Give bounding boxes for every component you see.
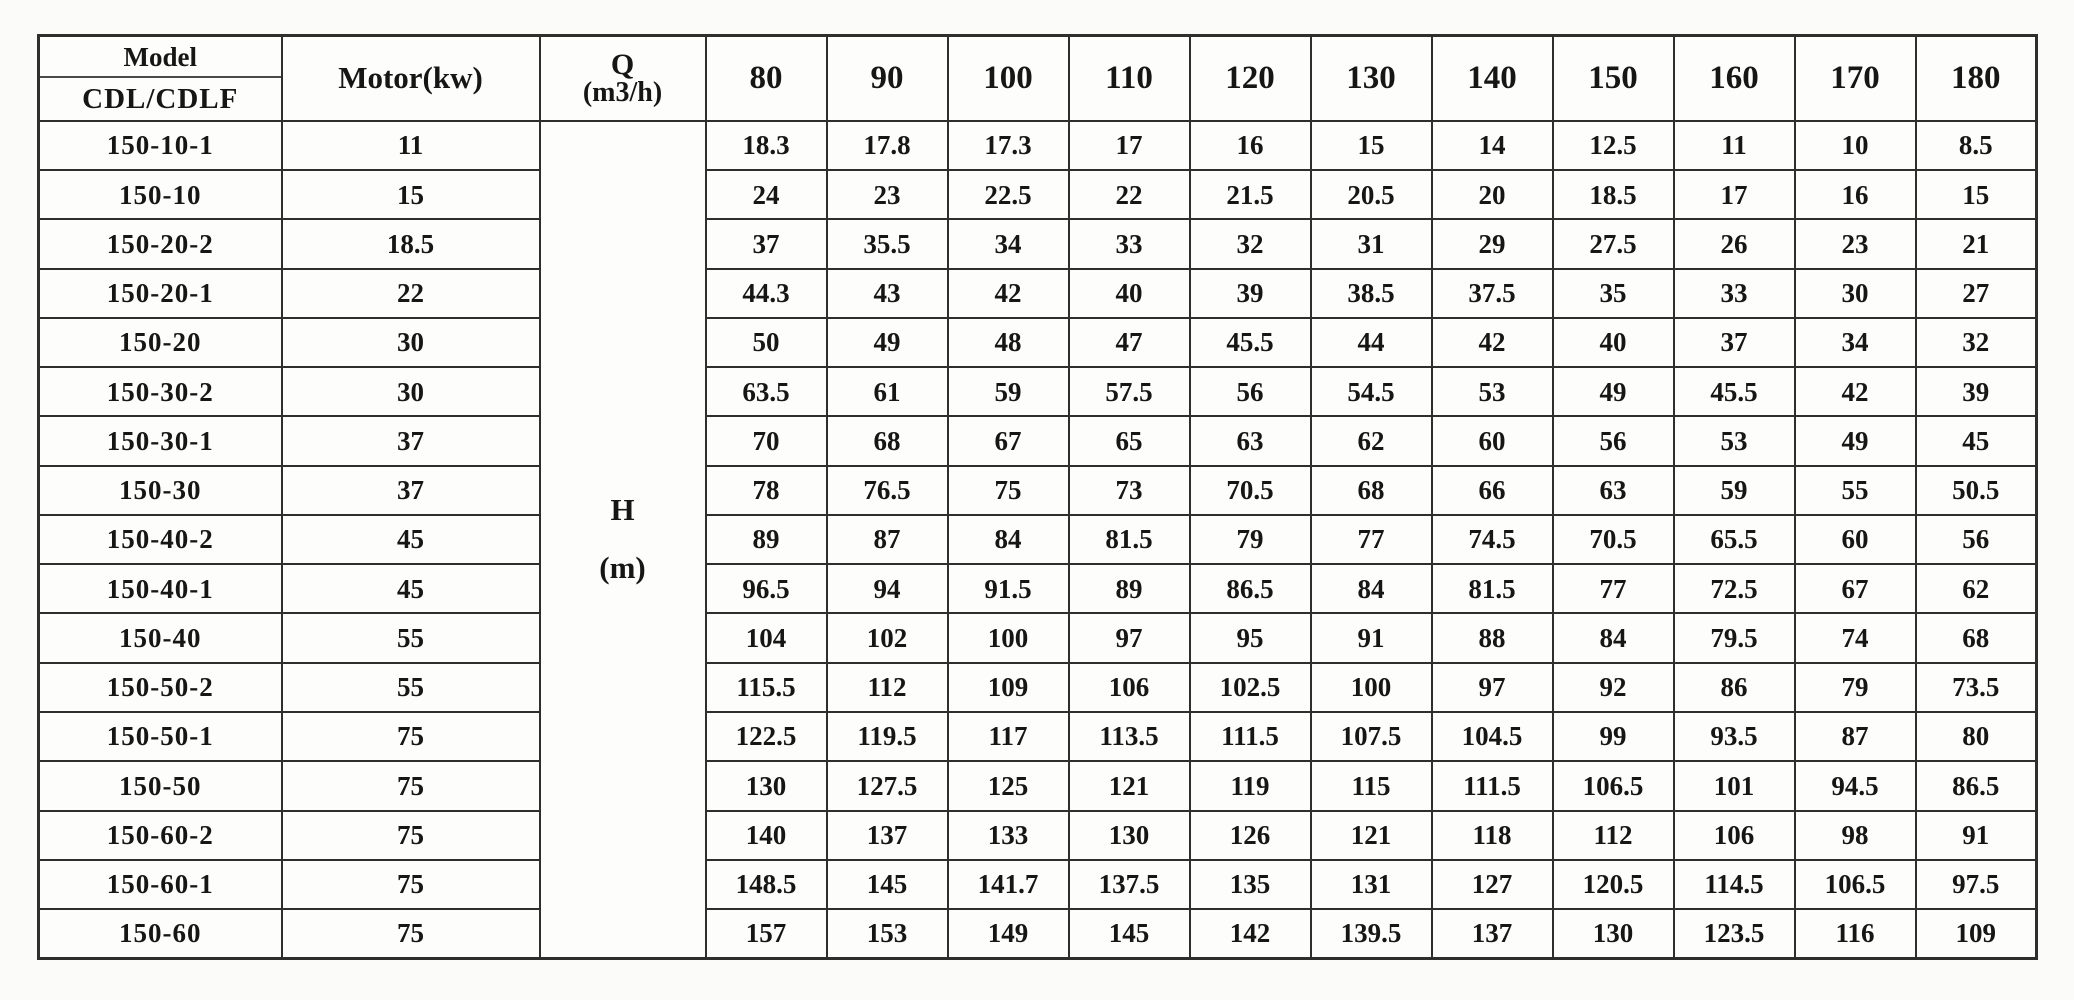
- model-cell: 150-20-2: [39, 219, 282, 268]
- head-value-cell: 137: [1432, 909, 1553, 958]
- head-value-cell: 38.5: [1311, 269, 1432, 318]
- head-value-cell: 106.5: [1553, 761, 1674, 810]
- head-value-cell: 137: [827, 811, 948, 860]
- head-value-cell: 98: [1795, 811, 1916, 860]
- head-value-cell: 67: [1795, 564, 1916, 613]
- head-value-cell: 57.5: [1069, 367, 1190, 416]
- head-value-cell: 74.5: [1432, 515, 1553, 564]
- head-value-cell: 86.5: [1190, 564, 1311, 613]
- flow-rate-header: 110: [1069, 36, 1190, 121]
- model-header-series: CDL/CDLF: [82, 83, 239, 116]
- head-value-cell: 137.5: [1069, 860, 1190, 909]
- head-value-cell: 21: [1916, 219, 2037, 268]
- head-value-cell: 122.5: [706, 712, 827, 761]
- head-value-cell: 44.3: [706, 269, 827, 318]
- motor-power-cell: 11: [282, 121, 540, 170]
- head-value-cell: 99: [1553, 712, 1674, 761]
- flow-rate-header: 130: [1311, 36, 1432, 121]
- model-cell: 150-30: [39, 466, 282, 515]
- head-value-cell: 115.5: [706, 663, 827, 712]
- flow-rate-header: 170: [1795, 36, 1916, 121]
- head-value-cell: 62: [1311, 416, 1432, 465]
- head-value-cell: 139.5: [1311, 909, 1432, 958]
- head-value-cell: 34: [948, 219, 1069, 268]
- motor-power-cell: 30: [282, 318, 540, 367]
- head-value-cell: 59: [1674, 466, 1795, 515]
- head-value-cell: 50.5: [1916, 466, 2037, 515]
- head-value-cell: 135: [1190, 860, 1311, 909]
- head-value-cell: 34: [1795, 318, 1916, 367]
- head-value-cell: 84: [1553, 613, 1674, 662]
- table-row: [39, 219, 2037, 268]
- model-cell: 150-40: [39, 613, 282, 662]
- head-value-cell: 20: [1432, 170, 1553, 219]
- head-value-cell: 53: [1674, 416, 1795, 465]
- head-value-cell: 87: [827, 515, 948, 564]
- head-value-cell: 68: [1311, 466, 1432, 515]
- head-value-cell: 21.5: [1190, 170, 1311, 219]
- head-value-cell: 126: [1190, 811, 1311, 860]
- table-row: [39, 466, 2037, 515]
- head-value-cell: 42: [1795, 367, 1916, 416]
- head-value-cell: 56: [1190, 367, 1311, 416]
- head-value-cell: 92: [1553, 663, 1674, 712]
- head-value-cell: 67: [948, 416, 1069, 465]
- head-value-cell: 119.5: [827, 712, 948, 761]
- head-value-cell: 42: [948, 269, 1069, 318]
- head-value-cell: 32: [1916, 318, 2037, 367]
- head-value-cell: 31: [1311, 219, 1432, 268]
- head-value-cell: 32: [1190, 219, 1311, 268]
- model-cell: 150-60: [39, 909, 282, 958]
- head-value-cell: 33: [1674, 269, 1795, 318]
- head-value-cell: 117: [948, 712, 1069, 761]
- flow-rate-header: 100: [948, 36, 1069, 121]
- head-value-cell: 74: [1795, 613, 1916, 662]
- head-value-cell: 12.5: [1553, 121, 1674, 170]
- head-value-cell: 145: [827, 860, 948, 909]
- head-value-cell: 111.5: [1432, 761, 1553, 810]
- head-value-cell: 65: [1069, 416, 1190, 465]
- table-row: [39, 761, 2037, 810]
- head-value-cell: 47: [1069, 318, 1190, 367]
- head-value-cell: 148.5: [706, 860, 827, 909]
- head-value-cell: 20.5: [1311, 170, 1432, 219]
- head-value-cell: 96.5: [706, 564, 827, 613]
- head-value-cell: 42: [1432, 318, 1553, 367]
- head-value-cell: 49: [1795, 416, 1916, 465]
- head-value-cell: 101: [1674, 761, 1795, 810]
- head-value-cell: 123.5: [1674, 909, 1795, 958]
- head-value-cell: 22: [1069, 170, 1190, 219]
- head-value-cell: 102: [827, 613, 948, 662]
- head-value-cell: 68: [827, 416, 948, 465]
- head-value-cell: 24: [706, 170, 827, 219]
- flow-rate-header: 120: [1190, 36, 1311, 121]
- head-value-cell: 23: [827, 170, 948, 219]
- head-value-cell: 37: [1674, 318, 1795, 367]
- head-value-cell: 119: [1190, 761, 1311, 810]
- head-value-cell: 78: [706, 466, 827, 515]
- motor-power-cell: 15: [282, 170, 540, 219]
- head-value-cell: 16: [1190, 121, 1311, 170]
- head-value-cell: 26: [1674, 219, 1795, 268]
- head-value-cell: 91: [1311, 613, 1432, 662]
- model-cell: 150-20: [39, 318, 282, 367]
- head-value-cell: 102.5: [1190, 663, 1311, 712]
- head-value-cell: 48: [948, 318, 1069, 367]
- head-value-cell: 112: [827, 663, 948, 712]
- head-value-cell: 106: [1674, 811, 1795, 860]
- head-value-cell: 93.5: [1674, 712, 1795, 761]
- table-row: [39, 811, 2037, 860]
- head-value-cell: 16: [1795, 170, 1916, 219]
- head-value-cell: 115: [1311, 761, 1432, 810]
- head-value-cell: 94: [827, 564, 948, 613]
- model-cell: 150-40-1: [39, 564, 282, 613]
- head-value-cell: 106: [1069, 663, 1190, 712]
- head-value-cell: 35.5: [827, 219, 948, 268]
- head-value-cell: 55: [1795, 466, 1916, 515]
- table-row: [39, 515, 2037, 564]
- head-value-cell: 109: [1916, 909, 2037, 958]
- head-value-cell: 30: [1795, 269, 1916, 318]
- head-value-cell: 111.5: [1190, 712, 1311, 761]
- head-value-cell: 59: [948, 367, 1069, 416]
- header-row: [39, 36, 2037, 121]
- model-cell: 150-50-2: [39, 663, 282, 712]
- head-value-cell: 79: [1795, 663, 1916, 712]
- model-cell: 150-30-1: [39, 416, 282, 465]
- head-value-cell: 49: [1553, 367, 1674, 416]
- head-value-cell: 63: [1553, 466, 1674, 515]
- head-value-cell: 84: [1311, 564, 1432, 613]
- head-value-cell: 130: [706, 761, 827, 810]
- head-value-cell: 14: [1432, 121, 1553, 170]
- head-symbol: H: [610, 491, 635, 527]
- flow-rate-header: 80: [706, 36, 827, 121]
- head-value-cell: 18.3: [706, 121, 827, 170]
- head-value-cell: 62: [1916, 564, 2037, 613]
- head-value-cell: 27.5: [1553, 219, 1674, 268]
- head-value-cell: 141.7: [948, 860, 1069, 909]
- head-value-cell: 97: [1069, 613, 1190, 662]
- head-value-cell: 77: [1311, 515, 1432, 564]
- head-value-cell: 63.5: [706, 367, 827, 416]
- motor-power-cell: 45: [282, 564, 540, 613]
- head-value-cell: 39: [1190, 269, 1311, 318]
- head-value-cell: 39: [1916, 367, 2037, 416]
- model-cell: 150-10-1: [39, 121, 282, 170]
- head-value-cell: 130: [1069, 811, 1190, 860]
- head-value-cell: 23: [1795, 219, 1916, 268]
- head-value-cell: 10: [1795, 121, 1916, 170]
- head-value-cell: 60: [1795, 515, 1916, 564]
- head-value-cell: 15: [1916, 170, 2037, 219]
- head-value-cell: 40: [1553, 318, 1674, 367]
- model-column-header: [39, 36, 282, 121]
- head-value-cell: 45: [1916, 416, 2037, 465]
- head-value-cell: 70.5: [1553, 515, 1674, 564]
- flow-rate-header: 180: [1916, 36, 2037, 121]
- head-value-cell: 66: [1432, 466, 1553, 515]
- table-body: [39, 121, 2037, 959]
- table-row: [39, 318, 2037, 367]
- head-value-cell: 91: [1916, 811, 2037, 860]
- model-cell: 150-10: [39, 170, 282, 219]
- model-cell: 150-60-2: [39, 811, 282, 860]
- head-value-cell: 27: [1916, 269, 2037, 318]
- motor-column-header: Motor(kw): [282, 36, 540, 121]
- head-value-cell: 17.8: [827, 121, 948, 170]
- head-value-cell: 113.5: [1069, 712, 1190, 761]
- head-value-cell: 35: [1553, 269, 1674, 318]
- head-value-cell: 89: [706, 515, 827, 564]
- head-value-cell: 73.5: [1916, 663, 2037, 712]
- table-row: [39, 712, 2037, 761]
- flow-rate-header: 150: [1553, 36, 1674, 121]
- head-value-cell: 100: [948, 613, 1069, 662]
- head-value-cell: 116: [1795, 909, 1916, 958]
- head-value-cell: 133: [948, 811, 1069, 860]
- head-value-cell: 70.5: [1190, 466, 1311, 515]
- head-value-cell: 100: [1311, 663, 1432, 712]
- flow-rate-header: 90: [827, 36, 948, 121]
- head-value-cell: 63: [1190, 416, 1311, 465]
- head-value-cell: 97: [1432, 663, 1553, 712]
- head-value-cell: 37: [706, 219, 827, 268]
- head-value-cell: 95: [1190, 613, 1311, 662]
- head-value-cell: 125: [948, 761, 1069, 810]
- head-value-cell: 88: [1432, 613, 1553, 662]
- head-value-cell: 68: [1916, 613, 2037, 662]
- motor-power-cell: 30: [282, 367, 540, 416]
- model-header-title: Model: [40, 37, 281, 78]
- table-row: [39, 564, 2037, 613]
- head-value-cell: 121: [1311, 811, 1432, 860]
- head-value-cell: 17: [1069, 121, 1190, 170]
- head-value-cell: 79: [1190, 515, 1311, 564]
- head-value-cell: 33: [1069, 219, 1190, 268]
- head-value-cell: 114.5: [1674, 860, 1795, 909]
- model-cell: 150-30-2: [39, 367, 282, 416]
- table-row: [39, 663, 2037, 712]
- motor-power-cell: 75: [282, 761, 540, 810]
- head-value-cell: 145: [1069, 909, 1190, 958]
- head-value-cell: 43: [827, 269, 948, 318]
- head-value-cell: 29: [1432, 219, 1553, 268]
- head-value-cell: 60: [1432, 416, 1553, 465]
- head-value-cell: 86.5: [1916, 761, 2037, 810]
- head-value-cell: 56: [1553, 416, 1674, 465]
- motor-power-cell: 18.5: [282, 219, 540, 268]
- motor-power-cell: 75: [282, 909, 540, 958]
- head-value-cell: 104: [706, 613, 827, 662]
- head-value-cell: 8.5: [1916, 121, 2037, 170]
- head-value-cell: 127: [1432, 860, 1553, 909]
- table-row: [39, 416, 2037, 465]
- head-value-cell: 112: [1553, 811, 1674, 860]
- motor-power-cell: 45: [282, 515, 540, 564]
- head-value-cell: 22.5: [948, 170, 1069, 219]
- table-row: [39, 367, 2037, 416]
- model-cell: 150-50: [39, 761, 282, 810]
- head-value-cell: 106.5: [1795, 860, 1916, 909]
- head-value-cell: 75: [948, 466, 1069, 515]
- head-value-cell: 131: [1311, 860, 1432, 909]
- pump-performance-table: [37, 34, 2038, 960]
- head-value-cell: 49: [827, 318, 948, 367]
- head-value-cell: 86: [1674, 663, 1795, 712]
- head-value-cell: 18.5: [1553, 170, 1674, 219]
- head-value-cell: 40: [1069, 269, 1190, 318]
- head-value-cell: 121: [1069, 761, 1190, 810]
- flow-header-symbol: Q: [610, 47, 635, 81]
- motor-power-cell: 75: [282, 712, 540, 761]
- head-value-cell: 44: [1311, 318, 1432, 367]
- head-value-cell: 118: [1432, 811, 1553, 860]
- flow-column-header: [540, 36, 706, 121]
- head-unit-cell: [540, 121, 706, 959]
- head-value-cell: 45.5: [1674, 367, 1795, 416]
- head-value-cell: 65.5: [1674, 515, 1795, 564]
- head-value-cell: 91.5: [948, 564, 1069, 613]
- head-value-cell: 89: [1069, 564, 1190, 613]
- head-value-cell: 72.5: [1674, 564, 1795, 613]
- head-value-cell: 17: [1674, 170, 1795, 219]
- head-value-cell: 77: [1553, 564, 1674, 613]
- model-cell: 150-60-1: [39, 860, 282, 909]
- head-value-cell: 15: [1311, 121, 1432, 170]
- model-cell: 150-50-1: [39, 712, 282, 761]
- model-cell: 150-20-1: [39, 269, 282, 318]
- table-row: [39, 909, 2037, 958]
- head-value-cell: 54.5: [1311, 367, 1432, 416]
- motor-power-cell: 37: [282, 466, 540, 515]
- head-value-cell: 142: [1190, 909, 1311, 958]
- head-value-cell: 153: [827, 909, 948, 958]
- head-value-cell: 70: [706, 416, 827, 465]
- motor-power-cell: 22: [282, 269, 540, 318]
- flow-header-unit: (m3/h): [582, 77, 663, 109]
- motor-power-cell: 75: [282, 811, 540, 860]
- head-value-cell: 17.3: [948, 121, 1069, 170]
- table-row: [39, 613, 2037, 662]
- head-value-cell: 53: [1432, 367, 1553, 416]
- head-value-cell: 45.5: [1190, 318, 1311, 367]
- head-unit: (m): [599, 550, 646, 586]
- model-cell: 150-40-2: [39, 515, 282, 564]
- head-value-cell: 56: [1916, 515, 2037, 564]
- table-row: [39, 860, 2037, 909]
- table-row: [39, 170, 2037, 219]
- table-row: [39, 269, 2037, 318]
- head-value-cell: 120.5: [1553, 860, 1674, 909]
- head-value-cell: 84: [948, 515, 1069, 564]
- motor-power-cell: 75: [282, 860, 540, 909]
- head-value-cell: 87: [1795, 712, 1916, 761]
- flow-rate-header: 140: [1432, 36, 1553, 121]
- head-value-cell: 81.5: [1069, 515, 1190, 564]
- motor-power-cell: 55: [282, 613, 540, 662]
- head-value-cell: 94.5: [1795, 761, 1916, 810]
- head-value-cell: 149: [948, 909, 1069, 958]
- table-row: [39, 121, 2037, 170]
- motor-power-cell: 55: [282, 663, 540, 712]
- head-value-cell: 11: [1674, 121, 1795, 170]
- head-value-cell: 157: [706, 909, 827, 958]
- head-value-cell: 140: [706, 811, 827, 860]
- head-value-cell: 80: [1916, 712, 2037, 761]
- head-value-cell: 107.5: [1311, 712, 1432, 761]
- head-value-cell: 127.5: [827, 761, 948, 810]
- head-value-cell: 50: [706, 318, 827, 367]
- head-value-cell: 61: [827, 367, 948, 416]
- head-value-cell: 97.5: [1916, 860, 2037, 909]
- head-value-cell: 130: [1553, 909, 1674, 958]
- head-value-cell: 79.5: [1674, 613, 1795, 662]
- head-value-cell: 104.5: [1432, 712, 1553, 761]
- head-value-cell: 76.5: [827, 466, 948, 515]
- head-value-cell: 81.5: [1432, 564, 1553, 613]
- flow-rate-header: 160: [1674, 36, 1795, 121]
- motor-power-cell: 37: [282, 416, 540, 465]
- head-value-cell: 73: [1069, 466, 1190, 515]
- head-value-cell: 37.5: [1432, 269, 1553, 318]
- head-value-cell: 109: [948, 663, 1069, 712]
